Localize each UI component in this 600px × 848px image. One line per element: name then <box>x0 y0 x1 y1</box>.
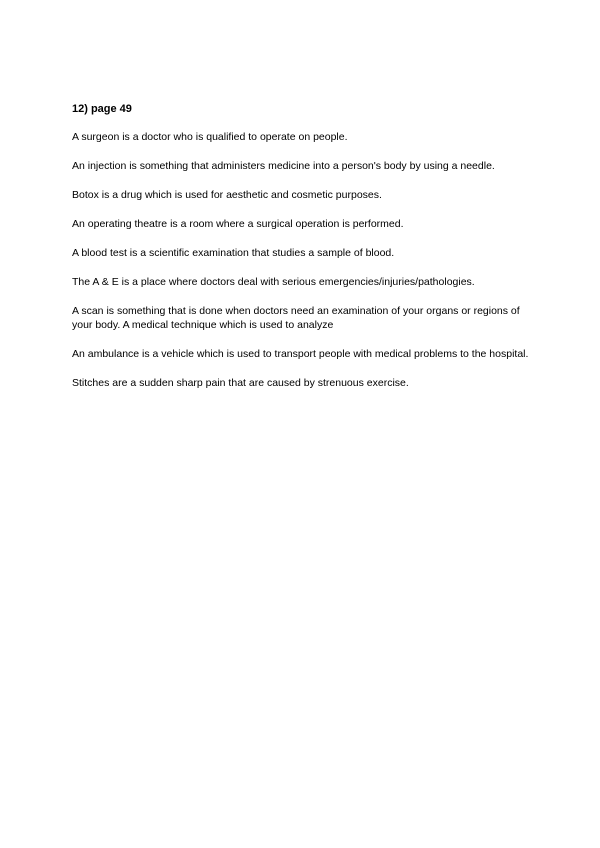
definition-ambulance: An ambulance is a vehicle which is used to transport people with medical problems to the hospital. <box>72 347 529 360</box>
definition-a-and-e: The A & E is a place where doctors deal with serious emergencies/injuries/pathologies. <box>72 276 475 288</box>
definition-operating-theatre: An operating theatre is a room where a surgical operation is performed. <box>72 218 404 230</box>
definition-botox: Botox is a drug which is used for aesthetic and cosmetic purposes. <box>72 189 382 201</box>
definition-stitches: Stitches are a sudden sharp pain that are caused by strenuous exercise. <box>72 376 409 389</box>
definition-injection: An injection is something that administers medicine into a person's body by using a needle. <box>72 160 495 172</box>
definition-blood-test: A blood test is a scientific examination that studies a sample of blood. <box>72 247 395 259</box>
definition-surgeon: A surgeon is a doctor who is qualified to operate on people. <box>72 131 348 143</box>
definition-scan: A scan is something that is done when doctors need an examination of your organs or regions of your body. A medical technique which is used to analyze <box>72 305 520 331</box>
section-heading: 12) page 49 <box>72 103 132 115</box>
document-body <box>72 102 532 406</box>
